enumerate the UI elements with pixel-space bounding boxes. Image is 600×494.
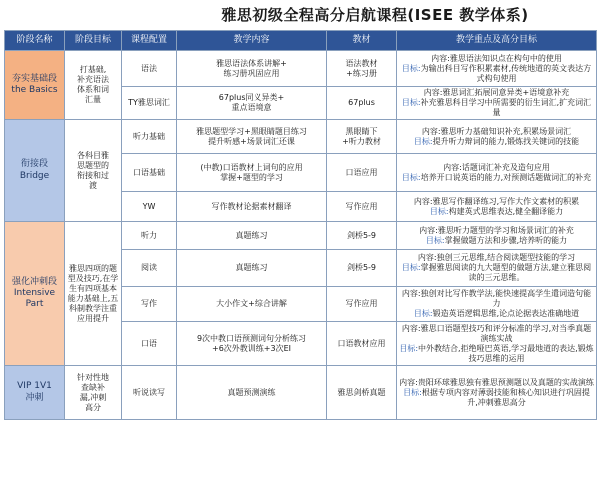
goal-label: 目标:	[401, 63, 421, 73]
focus-content-line	[399, 88, 594, 98]
content-label: 内容:	[401, 289, 421, 298]
header-stage-goal: 阶段目标	[65, 31, 122, 51]
focus-content-line	[399, 253, 594, 263]
focus-goal-line	[399, 236, 594, 246]
course-config: TY雅思词汇	[122, 87, 177, 120]
course-table	[4, 30, 597, 420]
content-label: 内容:	[423, 88, 443, 97]
focus-goal	[397, 154, 597, 192]
teaching-content: 真题练习	[177, 250, 327, 287]
focus-goal-text: 构建英式思维表达,健全翻译能力	[448, 206, 564, 216]
course-config: 口语基础	[122, 154, 177, 192]
focus-content-line	[399, 127, 594, 137]
focus-goal-text: 根据专项内容对薄弱技能和核心知识进行巩固提升,冲刺雅思高分	[421, 387, 590, 407]
header-teaching-content: 教学内容	[177, 31, 327, 51]
course-config: YW	[122, 192, 177, 222]
stage-name: 衔接段 Bridge	[5, 120, 65, 222]
focus-content-line	[399, 378, 594, 388]
material: 口语教材应用	[327, 322, 397, 366]
focus-content-line	[399, 289, 594, 309]
table-header-row	[5, 31, 597, 51]
material: 剑桥5-9	[327, 250, 397, 287]
header-stage-name: 阶段名称	[5, 31, 65, 51]
table-row	[5, 366, 597, 420]
focus-content-text: 话题词汇补充及造句应用	[461, 162, 550, 172]
course-config: 口语	[122, 322, 177, 366]
focus-content-line	[399, 197, 594, 207]
focus-content-text: 雅思口语题型技巧和评分标准的学习,对当季真题演练实战	[420, 323, 592, 343]
material: 67plus	[327, 87, 397, 120]
stage-goal: 针对性地 查缺补 漏,冲刺 高分	[65, 366, 122, 420]
focus-content-line	[399, 324, 594, 344]
table-row	[5, 222, 597, 250]
teaching-content: 雅思题型学习+黑眼睛题目练习 提升听感+场景词汇还课	[177, 120, 327, 154]
focus-goal-line	[399, 263, 594, 283]
content-label: 内容:	[421, 126, 441, 136]
course-config: 听力	[122, 222, 177, 250]
content-label: 内容:	[419, 225, 438, 235]
content-label: 内容:	[413, 196, 433, 206]
header-course-config: 课程配置	[122, 31, 177, 51]
material: 黑眼睛下 +听力教材	[327, 120, 397, 154]
teaching-content: 真题练习	[177, 222, 327, 250]
material: 写作应用	[327, 287, 397, 322]
teaching-content: 67plus同义异类+ 重点语境意	[177, 87, 327, 120]
goal-label: 目标:	[413, 136, 433, 146]
goal-label: 目标:	[401, 263, 421, 272]
focus-goal	[397, 287, 597, 322]
focus-content-line	[399, 54, 594, 64]
header-focus-goal: 教学重点及高分目标	[397, 31, 597, 51]
focus-goal	[397, 120, 597, 154]
content-label: 内容:	[401, 323, 421, 333]
focus-content-text: 雅思语法知识点在构句中的使用	[449, 53, 562, 63]
material: 语法教材 +练习册	[327, 51, 397, 87]
stage-name: VIP 1V1 冲刺	[5, 366, 65, 420]
focus-goal-line	[399, 137, 594, 147]
goal-label: 目标:	[429, 206, 449, 216]
course-config: 语法	[122, 51, 177, 87]
focus-goal-text: 掌握雅思阅读的九大题型的做题方法,建立雅思阅读的三元思维。	[420, 263, 592, 282]
focus-goal-line	[399, 98, 594, 118]
focus-content-line	[399, 226, 594, 236]
focus-goal	[397, 366, 597, 420]
material: 雅思剑桥真题	[327, 366, 397, 420]
material: 剑桥5-9	[327, 222, 397, 250]
focus-goal-line	[399, 388, 594, 408]
focus-content-text: 雅思写作翻译练习,写作大作文素材的积累	[432, 196, 580, 206]
stage-goal: 雅思四项的题型及技巧,在学生有四项基本能力基础上,五科制教学注重应用提升	[65, 222, 122, 366]
stage-goal: 打基础, 补充语法 体系和词 汇量	[65, 51, 122, 120]
focus-goal-line	[399, 173, 594, 183]
header-material: 教材	[327, 31, 397, 51]
focus-goal	[397, 222, 597, 250]
focus-goal	[397, 322, 597, 366]
focus-content-text: 雅思听力基础知识补充,积累场景词汇	[440, 126, 572, 136]
focus-goal	[397, 250, 597, 287]
course-config: 听说读写	[122, 366, 177, 420]
teaching-content: 真题预测演练	[177, 366, 327, 420]
page-title: 雅思初级全程高分启航课程(ISEE 教学体系)	[221, 6, 529, 24]
focus-goal-line	[399, 344, 594, 364]
stage-goal: 各科目雅 思题型的 衔接和过 渡	[65, 120, 122, 222]
table-row	[5, 51, 597, 87]
focus-content-text: 雅思词汇拓展同意异类+语境意补充	[442, 88, 570, 97]
course-config: 阅读	[122, 250, 177, 287]
teaching-content: (中教)口语教材上词句的应用 掌握+题型的学习	[177, 154, 327, 192]
focus-goal	[397, 51, 597, 87]
content-label: 内容:	[431, 53, 450, 63]
focus-goal-text: 培养开口说英语的能力,对预测话题做词汇的补充	[420, 172, 592, 182]
material: 写作应用	[327, 192, 397, 222]
table-row	[5, 120, 597, 154]
material: 口语应用	[327, 154, 397, 192]
focus-goal-text: 为输出科目写作积累素材,传统地道的英文表达方式构句使用	[420, 63, 592, 83]
focus-goal-text: 提升听力辩词的能力,锻炼找关键词的技能	[432, 136, 580, 146]
focus-content-text: 贵阳环球雅思独有雅思预测题以及真题的实战演练	[417, 377, 594, 387]
focus-goal-text: 中外教结合,拒绝哑巴英语,学习最地道的表达,锻炼技巧思维的运用	[418, 343, 594, 363]
focus-content-text: 独创对比写作教学法,能快速提高学生遣词造句能力	[420, 289, 592, 308]
goal-label: 目标:	[401, 98, 421, 107]
stage-name: 强化冲刺段 Intensive Part	[5, 222, 65, 366]
goal-label: 目标:	[401, 172, 421, 182]
content-label: 内容:	[443, 162, 462, 172]
teaching-content: 雅思语法体系讲解+ 练习册巩固应用	[177, 51, 327, 87]
stage-name: 夯实基础段 the Basics	[5, 51, 65, 120]
teaching-content: 写作教材论据素材翻译	[177, 192, 327, 222]
focus-goal-text: 掌握做题方法和步骤,培养听的能力	[444, 235, 568, 245]
teaching-content: 9次中教口语预测词句分析练习 +6次外教训练+3次EI	[177, 322, 327, 366]
focus-content-text: 雅思听力题型的学习和场景词汇的补充	[437, 225, 574, 235]
focus-goal-text: 锻造英语逻辑思维,论点论据表达准确地道	[432, 309, 580, 318]
focus-goal-line	[399, 207, 594, 217]
focus-goal	[397, 192, 597, 222]
goal-label: 目标:	[425, 235, 445, 245]
goal-label: 目标:	[413, 309, 433, 318]
focus-goal-line	[399, 309, 594, 319]
focus-goal	[397, 87, 597, 120]
content-label: 内容:	[399, 377, 418, 387]
course-config: 听力基础	[122, 120, 177, 154]
content-label: 内容:	[417, 253, 437, 262]
focus-goal-line	[399, 64, 594, 84]
focus-goal-text: 补充雅思科目学习中所需要的衍生词汇,扩充词汇量	[420, 98, 592, 117]
goal-label: 目标:	[399, 343, 419, 353]
goal-label: 目标:	[403, 387, 422, 397]
course-config: 写作	[122, 287, 177, 322]
teaching-content: 大小作文+综合讲解	[177, 287, 327, 322]
focus-content-line	[399, 163, 594, 173]
focus-content-text: 独创三元思维,结合阅读题型技能的学习	[436, 253, 576, 262]
